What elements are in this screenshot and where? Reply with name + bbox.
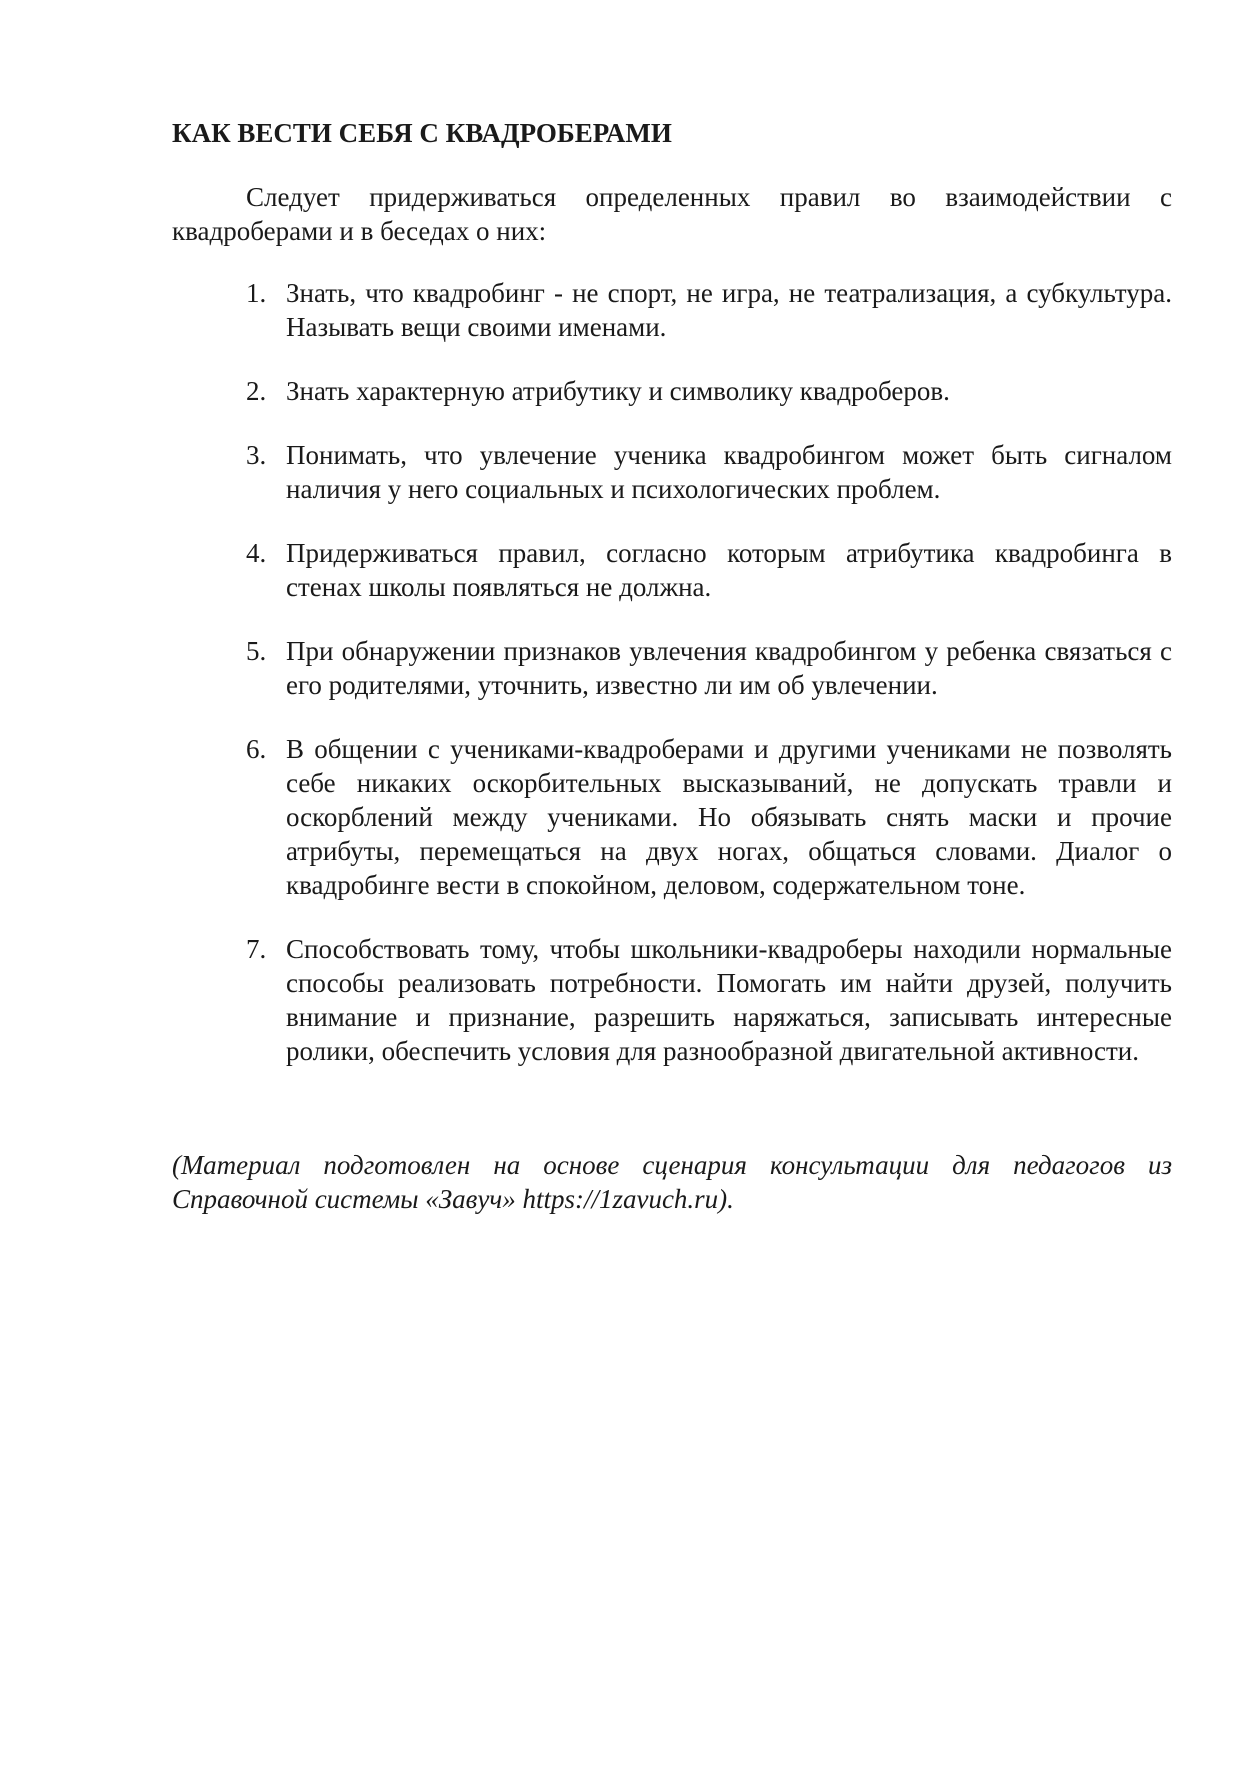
list-item-number: 3. [246, 440, 267, 470]
list-item-text: Знать, что квадробинг - не спорт, не игра, не театрализация, а субкультура. Называть вещи своими именами. [286, 278, 1172, 342]
list-item-number: 6. [246, 734, 267, 764]
list-item [172, 438, 1172, 506]
source-note: (Материал подготовлен на основе сценария консультации для педагогов из Справочной системы «Завуч» https://1zavuch.ru). [172, 1150, 1172, 1214]
list-item [172, 536, 1172, 604]
document-title: КАК ВЕСТИ СЕБЯ С КВАДРОБЕРАМИ [172, 118, 672, 148]
list-item-text: Знать характерную атрибутику и символику квадроберов. [286, 376, 950, 406]
list-item [172, 374, 1172, 408]
list-item-text: Понимать, что увлечение ученика квадробингом может быть сигналом наличия у него социальных и психологических проблем. [286, 440, 1172, 504]
list-item-text: Придерживаться правил, согласно которым атрибутика квадробинга в стенах школы появляться не должна. [286, 538, 1172, 602]
list-item-text: В общении с учениками-квадроберами и другими учениками не позволять себе никаких оскорбительных высказываний, не допускать травли и оскорблений между учениками. Но обязывать снять маски и прочие атрибуты, перемещаться на двух ногах, общаться словами. Диалог о квадробинге вести в спокойном, деловом, содержательном тоне. [286, 734, 1172, 900]
list-item-number: 1. [246, 278, 267, 308]
list-item-text: При обнаружении признаков увлечения квадробингом у ребенка связаться с его родителями, уточнить, известно ли им об увлечении. [286, 636, 1172, 700]
list-item-number: 4. [246, 538, 267, 568]
list-item-number: 7. [246, 934, 267, 964]
list-item-text: Способствовать тому, чтобы школьники-квадроберы находили нормальные способы реализовать потребности. Помогать им найти друзей, получить внимание и признание, разрешить наряжаться, записывать интересные ролики, обеспечить условия для разнообразной двигательной активности. [286, 934, 1172, 1066]
intro-paragraph: Следует придерживаться определенных правил во взаимодействии с квадроберами и в беседах о них: [172, 182, 1172, 246]
list-item [172, 276, 1172, 344]
list-item [172, 634, 1172, 702]
list-item-number: 5. [246, 636, 267, 666]
list-item-number: 2. [246, 376, 267, 406]
document-content [172, 116, 1172, 1243]
list-item [172, 932, 1172, 1068]
list-item [172, 732, 1172, 902]
rules-list [172, 276, 1172, 1068]
